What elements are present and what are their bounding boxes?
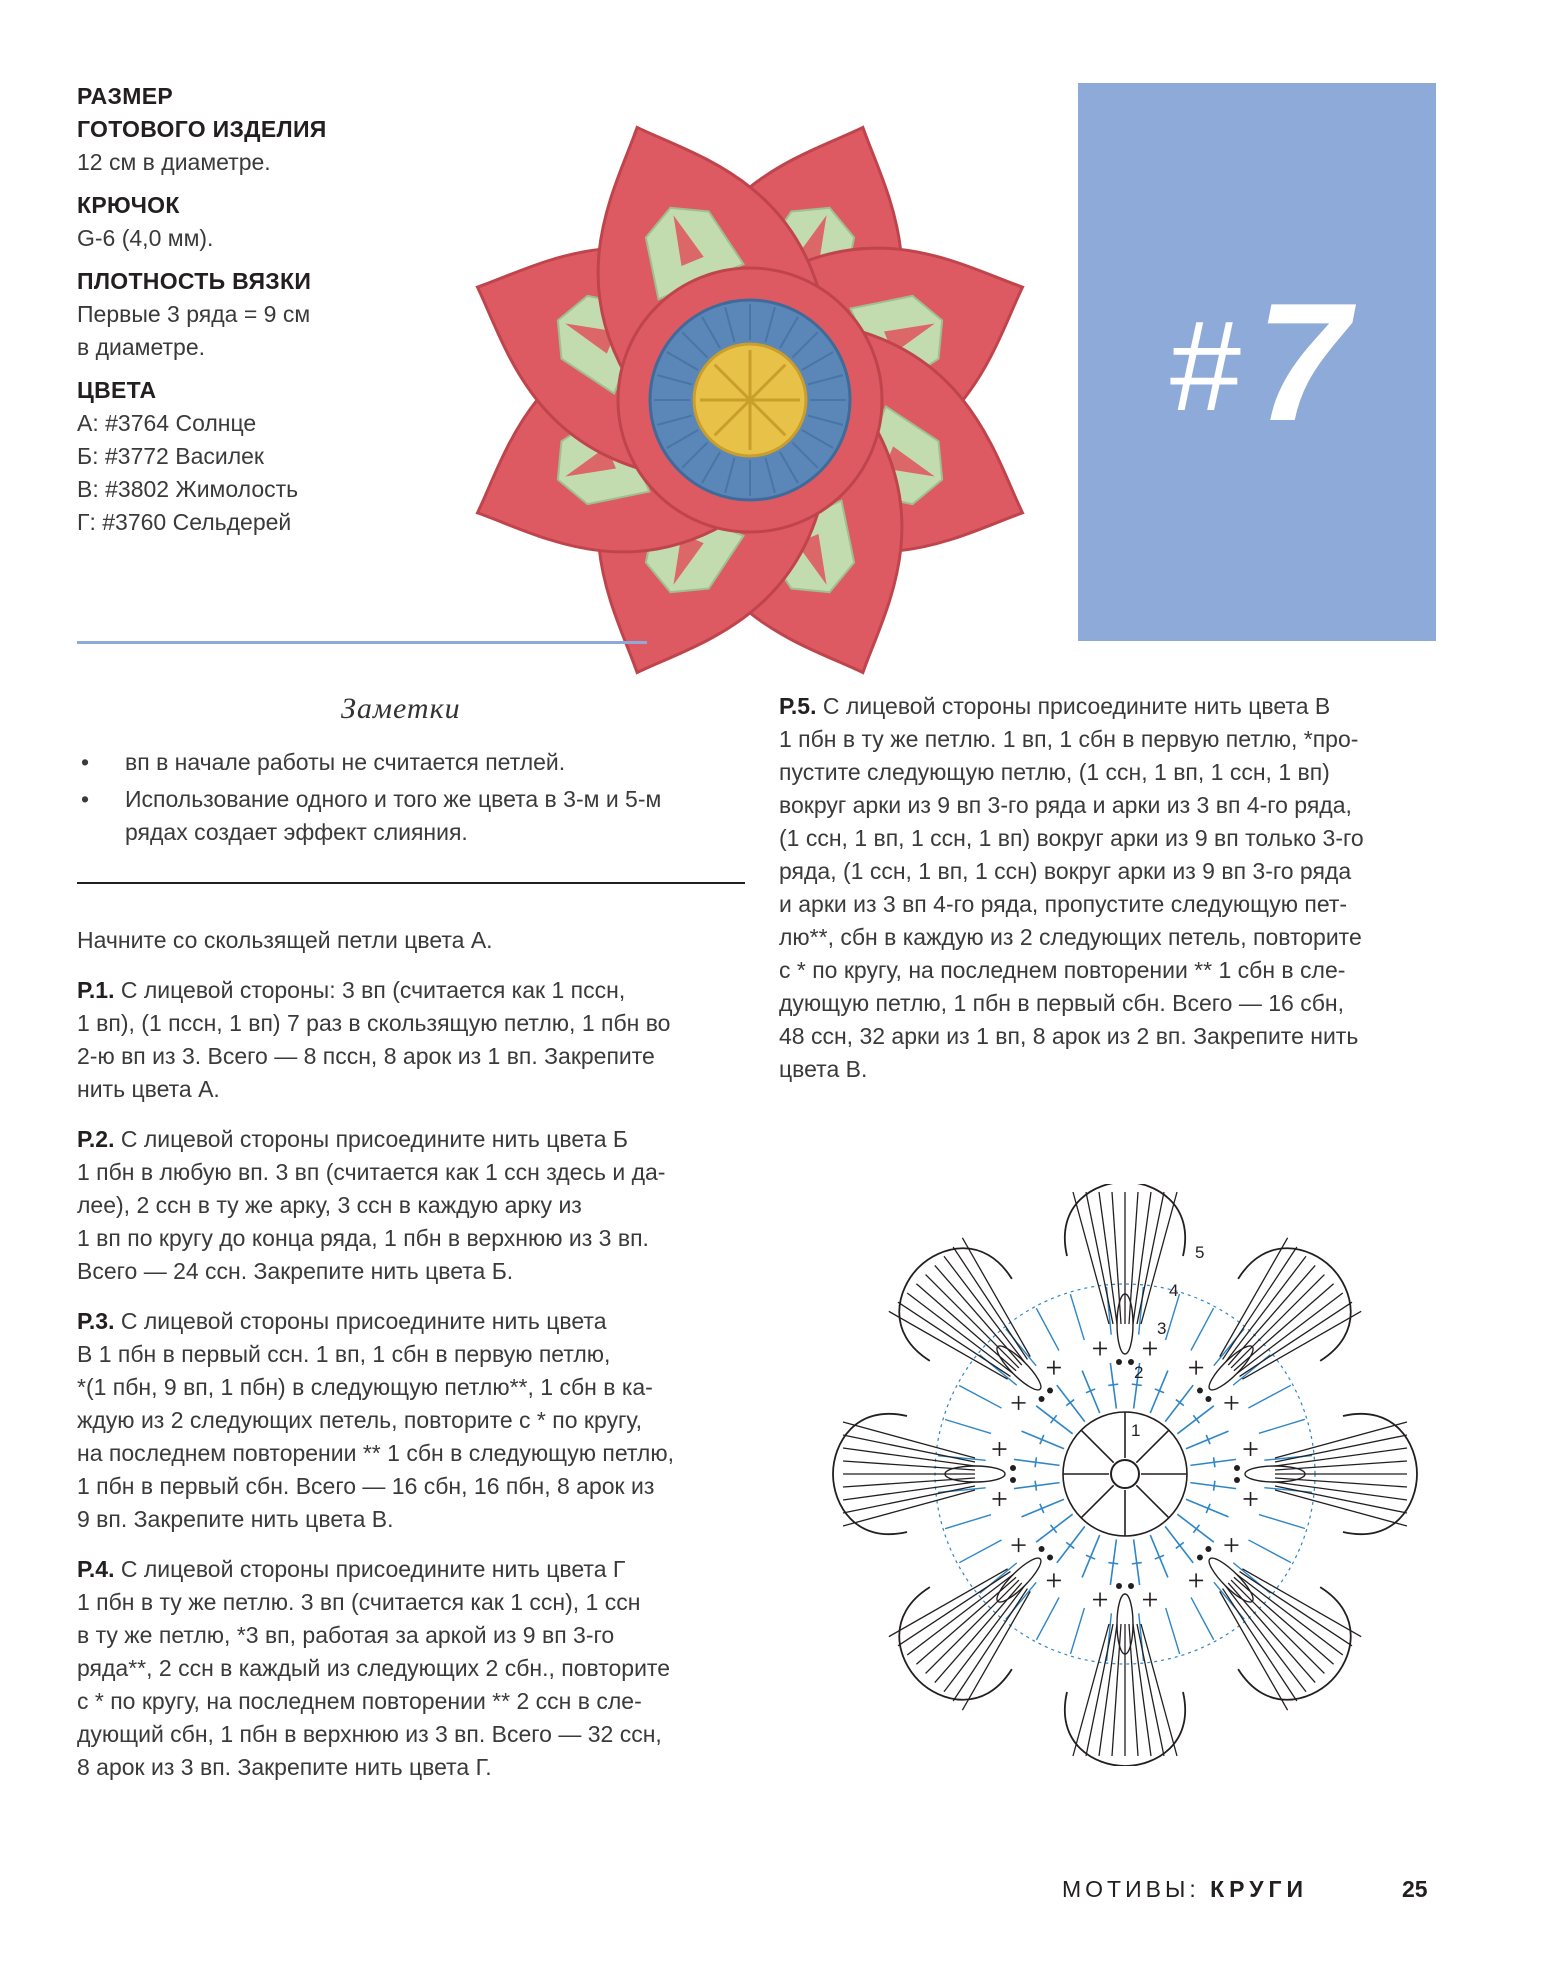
row4-stitch: [1036, 1597, 1059, 1639]
row2-tick: [1066, 1400, 1074, 1406]
row3-sc-symbol: [1012, 1538, 1026, 1552]
row-text: С лицевой стороны присоедините нить цвета Б: [120, 1126, 628, 1152]
notes-rule: [77, 882, 745, 884]
row2-stitch: [1082, 1371, 1100, 1413]
row3-sc-symbol: [1012, 1396, 1026, 1410]
slip-stitch-dot: [1010, 1465, 1016, 1471]
row2-tick: [1108, 1563, 1118, 1564]
row-number-label: 5: [1195, 1243, 1205, 1262]
petal-dc-stitch: [843, 1435, 975, 1462]
row-text: 1 пбн в ту же петлю. 1 вп, 1 сбн в первую петлю, *про-: [779, 726, 1359, 752]
row-text: вокруг арки из 9 вп 3-го ряда и арки из 3 вп 4-го ряда,: [779, 792, 1352, 818]
slip-stitch-dot: [1046, 1553, 1054, 1561]
row4-stitch: [1036, 1308, 1059, 1350]
row2-stitch: [1177, 1514, 1213, 1542]
petal-dc-stitch: [926, 1580, 1019, 1673]
petal-dc-stitch: [889, 1286, 1008, 1405]
row4-stitch: [1259, 1515, 1305, 1529]
running-footer: [1062, 1876, 1308, 1903]
motif-number: 7: [1256, 268, 1350, 456]
row2-stitch: [1036, 1406, 1072, 1434]
row1-stitch: [1136, 1485, 1169, 1518]
petal-dc-stitch: [889, 1543, 1008, 1662]
row4-stitch: [1071, 1608, 1085, 1654]
slip-stitch-dot: [1204, 1395, 1212, 1403]
color-d: Г: #3760 Сельдерей: [77, 509, 292, 535]
row3-sc-symbol: [992, 1442, 1006, 1456]
row4-stitch: [959, 1540, 1001, 1563]
row-text: *(1 пбн, 9 вп, 1 пбн) в следующую петлю**, 1 сбн в ка-: [77, 1374, 653, 1400]
gauge-value-line1: Первые 3 ряда = 9 см: [77, 301, 311, 327]
notes-title: Заметки: [341, 692, 461, 725]
row2-stitch: [1177, 1406, 1213, 1434]
row-text: С лицевой стороны присоедините нить цвета Г: [120, 1556, 626, 1582]
petal-dc-stitch: [1213, 1586, 1319, 1692]
row-text: и арки из 3 вп 4-го ряда, пропустите следующую пет-: [779, 891, 1348, 917]
magic-ring-symbol: [1111, 1460, 1139, 1488]
row-4: [77, 1553, 757, 1784]
size-value: 12 см в диаметре.: [77, 149, 271, 175]
petal-dc-stitch: [1203, 1589, 1315, 1701]
row2-stitch: [1022, 1499, 1064, 1517]
row2-tick: [1035, 1457, 1036, 1467]
notes-item-text: рядах создает эффект слияния.: [125, 819, 468, 845]
row4-stitch: [1191, 1308, 1214, 1350]
row2-stitch: [1186, 1431, 1228, 1449]
row2-stitch: [1186, 1499, 1228, 1517]
row-text: 1 вп по кругу до конца ряда, 1 пбн в верхнюю из 3 вп.: [77, 1225, 649, 1251]
petal-dc-stitch: [907, 1280, 1013, 1386]
row-text: 48 ссн, 32 арки из 1 вп, 8 арок из 2 вп. Закрепите нить: [779, 1023, 1359, 1049]
slip-stitch-dot: [1196, 1386, 1204, 1394]
petal-dc-stitch: [1073, 1624, 1109, 1756]
petal-dc-stitch: [1213, 1256, 1319, 1362]
color-c: В: #3802 Жимолость: [77, 476, 299, 502]
petal-dc-stitch: [1222, 1265, 1322, 1365]
petal-dc-stitch: [1194, 1591, 1313, 1710]
row-text: 1 пбн в ту же петлю. 3 вп (считается как 1 ссн), 1 ссн: [77, 1589, 641, 1615]
row5-petal: [876, 1225, 1091, 1440]
slip-stitch-dot: [1010, 1477, 1016, 1483]
row-text: цвета В.: [779, 1056, 868, 1082]
footer-subsection: КРУГИ: [1210, 1876, 1309, 1902]
row3-sc-symbol: [992, 1492, 1006, 1506]
petal-dc-stitch: [937, 1238, 1056, 1357]
specs-block: [77, 80, 497, 539]
row-text: пустите следующую петлю, (1 ссн, 1 вп, 1 ссн, 1 вп): [779, 759, 1330, 785]
size-heading-line1: РАЗМЕР: [77, 83, 173, 109]
row3-sc-symbol: [1143, 1593, 1157, 1607]
row2-stitch: [1036, 1514, 1072, 1542]
chart-symbols: [833, 1184, 1417, 1766]
petal-dc-stitch: [1275, 1435, 1407, 1462]
row4-stitch: [959, 1385, 1001, 1408]
petal-dc-stitch: [1086, 1192, 1113, 1324]
row3-sc-symbol: [1143, 1341, 1157, 1355]
instructions-right: [779, 690, 1479, 1086]
row2-stitch: [1057, 1385, 1085, 1421]
petal-dc-stitch: [907, 1562, 1013, 1668]
petal-dc-stitch: [1242, 1543, 1361, 1662]
petal-dc-stitch: [898, 1283, 1010, 1395]
row3-sc-symbol: [1047, 1573, 1061, 1587]
row-text: 1 пбн в любую вп. 3 вп (считается как 1 ссн здесь и да-: [77, 1159, 666, 1185]
row-text: ждую из 2 следующих петель, повторите с * по кругу,: [77, 1407, 642, 1433]
slip-stitch-dot: [1037, 1545, 1045, 1553]
row-text: 2-ю вп из 3. Всего — 8 пссн, 8 арок из 1 вп. Закрепите: [77, 1043, 655, 1069]
center-rings: [618, 268, 882, 532]
row2-tick: [1193, 1415, 1199, 1423]
petal-dc-stitch: [916, 1571, 1016, 1671]
row1-stitch: [1081, 1485, 1114, 1518]
petal-dc-stitch: [1086, 1624, 1113, 1756]
row3-sc-symbol: [1244, 1442, 1258, 1456]
notes-list: [77, 746, 757, 849]
petal-dc-stitch: [1231, 1580, 1324, 1673]
row-text: (1 ссн, 1 вп, 1 ссн, 1 вп) вокруг арки из 9 вп только 3-го: [779, 825, 1364, 851]
petal-dc-stitch: [928, 1583, 1028, 1683]
row5-petal: [1160, 1509, 1375, 1724]
row1-stitch: [1081, 1430, 1114, 1463]
row-text: 8 арок из 3 вп. Закрепите нить цвета Г.: [77, 1754, 492, 1780]
petal-dc-stitch: [1203, 1247, 1315, 1359]
row-text: ряда**, 2 ссн в каждый из следующих 2 сбн., повторите: [77, 1655, 670, 1681]
row2-tick: [1176, 1400, 1184, 1406]
row2-stitch: [1057, 1526, 1085, 1562]
row4-stitch: [945, 1420, 991, 1434]
row3-sc-symbol: [1224, 1396, 1238, 1410]
petal-dc-stitch: [1234, 1277, 1334, 1377]
slip-stitch-dot: [1234, 1465, 1240, 1471]
motif-hash: #: [1168, 295, 1240, 438]
row3-sc-symbol: [1093, 1593, 1107, 1607]
row4-stitch: [945, 1515, 991, 1529]
row4-stitch: [1259, 1419, 1305, 1433]
slip-stitch-dot: [1037, 1395, 1045, 1403]
row-text: С лицевой стороны присоедините нить цвета: [120, 1308, 607, 1334]
row2-tick: [1108, 1384, 1118, 1385]
petal-dc-stitch: [926, 1275, 1019, 1368]
row2-tick: [1176, 1542, 1184, 1548]
bullet-icon: •: [81, 749, 90, 775]
row-1: [77, 974, 757, 1106]
row2-tick: [1132, 1384, 1142, 1385]
page-number: 25: [1402, 1876, 1428, 1902]
petal-dc-stitch: [928, 1265, 1028, 1365]
petal-dc-stitch: [1141, 1624, 1177, 1756]
petal-dc-stitch: [1231, 1275, 1324, 1368]
slip-stitch-dot: [1234, 1477, 1240, 1483]
row-number-label: 4: [1169, 1281, 1179, 1300]
row-text: 1 пбн в первый сбн. Всего — 16 сбн, 16 пбн, 8 арок из: [77, 1473, 655, 1499]
row-text: дующий сбн, 1 пбн в верхнюю из 3 вп. Всего — 32 ссн,: [77, 1721, 662, 1747]
slip-stitch-dot: [1116, 1359, 1122, 1365]
row-text: на последнем повторении ** 1 сбн в следующую петлю,: [77, 1440, 674, 1466]
row-number-label: 1: [1131, 1421, 1141, 1440]
row3-sc-symbol: [1244, 1492, 1258, 1506]
row2-tick: [1051, 1415, 1057, 1423]
row-number-label: 2: [1134, 1363, 1144, 1382]
petal-dc-stitch: [1237, 1280, 1343, 1386]
row4-stitch: [1191, 1597, 1214, 1639]
row-label: Р.5.: [779, 693, 817, 719]
row-text: дующую петлю, 1 пбн в первый сбн. Всего — 16 сбн,: [779, 990, 1344, 1016]
petal-dc-stitch: [934, 1589, 1046, 1701]
row2-tick: [1193, 1525, 1199, 1533]
row-label: Р.1.: [77, 977, 115, 1003]
slip-stitch-dot: [1128, 1583, 1134, 1589]
instructions-left: [77, 924, 757, 1784]
petal-dc-stitch: [898, 1552, 1010, 1664]
petal-dc-stitch: [1275, 1486, 1407, 1513]
petal-dc-stitch: [1275, 1490, 1407, 1526]
petal-dc-stitch: [1275, 1422, 1407, 1458]
petal-dc-stitch: [937, 1591, 1056, 1710]
slip-stitch-dot: [1046, 1386, 1054, 1394]
row-text: нить цвета А.: [77, 1076, 220, 1102]
row-text: с * по кругу, на последнем повторении ** 2 ссн в сле-: [77, 1688, 642, 1714]
petal-dc-stitch: [1222, 1583, 1322, 1683]
row-text: в ту же петлю, *3 вп, работая за аркой из 9 вп 3-го: [77, 1622, 615, 1648]
hook-heading: КРЮЧОК: [77, 192, 180, 218]
slip-stitch-dot: [1204, 1545, 1212, 1553]
row5-petal: [876, 1509, 1091, 1724]
row2-stitch: [1022, 1431, 1064, 1449]
row-number-label: 3: [1157, 1319, 1167, 1338]
row4-stitch: [1166, 1608, 1180, 1654]
row2-tick: [1132, 1563, 1142, 1564]
petal-dc-stitch: [1137, 1192, 1164, 1324]
crochet-chart-diagram: [826, 1184, 1424, 1766]
row-text: С лицевой стороны присоедините нить цвета В: [822, 693, 1331, 719]
row4-stitch: [1166, 1294, 1180, 1340]
hook-value: G-6 (4,0 мм).: [77, 225, 214, 251]
bullet-icon: •: [81, 786, 90, 812]
row-text: лее), 2 ссн в ту же арку, 3 ссн в каждую арку из: [77, 1192, 582, 1218]
header-rule: [77, 641, 647, 644]
row-2: [77, 1123, 757, 1288]
gauge-heading: ПЛОТНОСТЬ ВЯЗКИ: [77, 268, 312, 294]
color-a: А: #3764 Солнце: [77, 410, 257, 436]
row-label: Р.3.: [77, 1308, 115, 1334]
row-text: ряда, (1 ссн, 1 вп, 1 ссн) вокруг арки из 9 вп 3-го ряда: [779, 858, 1352, 884]
petal-dc-stitch: [843, 1486, 975, 1513]
row-text: 9 вп. Закрепите нить цвета В.: [77, 1506, 394, 1532]
row2-tick: [1035, 1481, 1036, 1491]
row-3: [77, 1305, 757, 1536]
petal-dc-stitch: [843, 1422, 975, 1458]
row3-sc-symbol: [1224, 1538, 1238, 1552]
row3-sc-symbol: [1047, 1361, 1061, 1375]
row-text: 1 вп), (1 пссн, 1 вп) 7 раз в скользящую петлю, 1 пбн во: [77, 1010, 671, 1036]
row-label: Р.4.: [77, 1556, 115, 1582]
row2-stitch: [1150, 1371, 1168, 1413]
petal-dc-stitch: [934, 1247, 1046, 1359]
petal-dc-stitch: [1240, 1552, 1352, 1664]
row2-tick: [1051, 1525, 1057, 1533]
row-text: В 1 пбн в первый ссн. 1 вп, 1 сбн в первую петлю,: [77, 1341, 611, 1367]
row3-sc-symbol: [1189, 1361, 1203, 1375]
petal-dc-stitch: [1194, 1238, 1313, 1357]
slip-stitch-dot: [1116, 1583, 1122, 1589]
notes-item: [77, 746, 757, 779]
petal-dc-stitch: [1137, 1624, 1164, 1756]
petal-dc-stitch: [1141, 1192, 1177, 1324]
size-heading-line2: ГОТОВОГО ИЗДЕЛИЯ: [77, 116, 327, 142]
colors-heading: ЦВЕТА: [77, 377, 157, 403]
row2-stitch: [1165, 1385, 1193, 1421]
intro-text: Начните со скользящей петли цвета А.: [77, 927, 493, 953]
row-text: С лицевой стороны: 3 вп (считается как 1 пссн,: [120, 977, 626, 1003]
notes-item-text: вп в начале работы не считается петлей.: [125, 749, 566, 775]
row2-stitch: [1082, 1535, 1100, 1577]
row1-stitch: [1136, 1430, 1169, 1463]
notes-item-text: Использование одного и того же цвета в 3-м и 5-м: [125, 786, 662, 812]
slip-stitch-dot: [1196, 1553, 1204, 1561]
crochet-motif-photo: [436, 100, 1064, 700]
row-text: Всего — 24 ссн. Закрепите нить цвета Б.: [77, 1258, 514, 1284]
row-label: Р.2.: [77, 1126, 115, 1152]
row3-sc-symbol: [1093, 1341, 1107, 1355]
petal-dc-stitch: [1240, 1283, 1352, 1395]
petal-dc-stitch: [843, 1490, 975, 1526]
petal-dc-stitch: [1234, 1571, 1334, 1671]
row2-stitch: [1165, 1526, 1193, 1562]
row4-stitch: [1248, 1540, 1290, 1563]
notes-item: [77, 783, 757, 849]
row2-tick: [1214, 1481, 1215, 1491]
color-b: Б: #3772 Василек: [77, 443, 264, 469]
row-text: с * по кругу, на последнем повторении ** 1 сбн в сле-: [779, 957, 1346, 983]
petal-dc-stitch: [916, 1277, 1016, 1377]
row4-stitch: [1070, 1294, 1084, 1340]
petal-dc-stitch: [1242, 1286, 1361, 1405]
row5-petal: [1065, 1184, 1185, 1365]
row2-tick: [1066, 1542, 1074, 1548]
row2-tick: [1214, 1457, 1215, 1467]
row-5: [779, 690, 1479, 1086]
footer-section: МОТИВЫ:: [1062, 1876, 1200, 1902]
row2-stitch: [1150, 1535, 1168, 1577]
petal-dc-stitch: [1073, 1192, 1109, 1324]
gauge-value-line2: в диаметре.: [77, 334, 206, 360]
row4-stitch: [1248, 1385, 1290, 1408]
row5-petal: [1160, 1225, 1375, 1440]
petal-dc-stitch: [1237, 1562, 1343, 1668]
row-text: лю**, сбн в каждую из 2 следующих петель, повторите: [779, 924, 1362, 950]
row3-sc-symbol: [1189, 1573, 1203, 1587]
